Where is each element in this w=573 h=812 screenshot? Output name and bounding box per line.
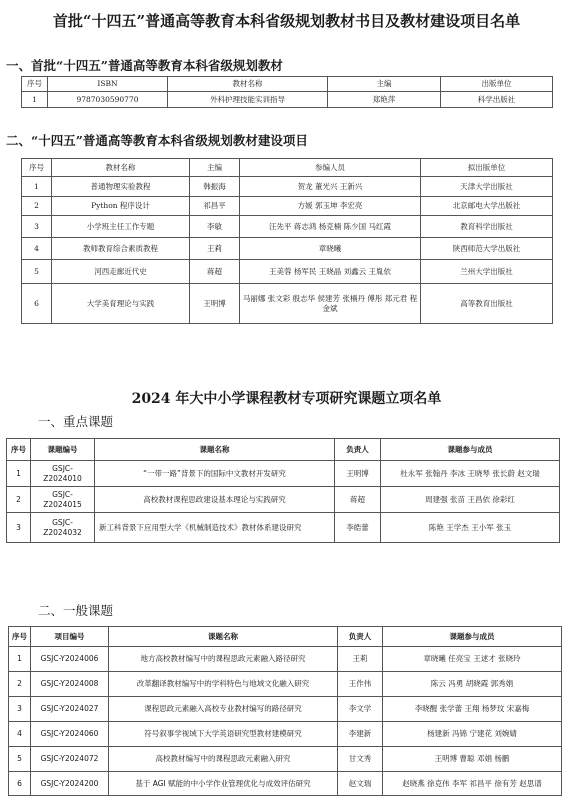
cell-leader: 李文学 bbox=[338, 697, 383, 722]
textbooks-table bbox=[21, 76, 553, 108]
cell-index: 3 bbox=[7, 513, 31, 543]
header-cell: 主编 bbox=[328, 77, 441, 92]
section-heading-projects: 二、“十四五”普通高等教育本科省级规划教材建设项目 bbox=[6, 133, 308, 148]
cell-index: 1 bbox=[9, 647, 31, 672]
header-cell: 教材名称 bbox=[168, 77, 328, 92]
cell-topic: 高校教材编写中的课程思政元素融入研究 bbox=[109, 747, 338, 772]
cell-topic: 新工科背景下应用型大学《机械制造技术》教材体系建设研究 bbox=[95, 513, 335, 543]
cell-topic: 基于 AGI 赋能的中小学作业管理优化与成效评估研究 bbox=[109, 772, 338, 796]
cell-title: 外科护理技能实训指导 bbox=[168, 92, 328, 108]
cell-index: 5 bbox=[9, 747, 31, 772]
table-row bbox=[7, 461, 560, 487]
cell-topic: 地方高校教材编写中的课程思政元素融入路径研究 bbox=[109, 647, 338, 672]
cell-editor: 王明博 bbox=[190, 284, 240, 324]
cell-leader: 李建新 bbox=[338, 722, 383, 747]
cell-title: 教师教育综合素质教程 bbox=[52, 238, 190, 260]
cell-code: GSJC-Z2024015 bbox=[31, 487, 95, 513]
cell-leader: 王作伟 bbox=[338, 672, 383, 697]
cell-index: 6 bbox=[22, 284, 52, 324]
cell-code: GSJC-Y2024060 bbox=[31, 722, 109, 747]
cell-topic: 课程思政元素融入高校专业教材编写的路径研究 bbox=[109, 697, 338, 722]
cell-code: GSJC-Y2024006 bbox=[31, 647, 109, 672]
cell-leader: 王莉 bbox=[338, 647, 383, 672]
cell-index: 4 bbox=[9, 722, 31, 747]
table-row bbox=[22, 177, 553, 197]
header-cell: 出版单位 bbox=[441, 77, 553, 92]
cell-publisher: 天津大学出版社 bbox=[421, 177, 553, 197]
table-header-row bbox=[22, 159, 553, 177]
cell-topic: 高校教材课程思政建设基本理论与实践研究 bbox=[95, 487, 335, 513]
cell-code: GSJC-Y2024072 bbox=[31, 747, 109, 772]
cell-editor: 李敏 bbox=[190, 216, 240, 238]
header-cell: 教材名称 bbox=[52, 159, 190, 177]
table-row bbox=[9, 747, 562, 772]
cell-members: 陈艳 王学杰 王小军 张玉 bbox=[381, 513, 560, 543]
cell-editor: 王莉 bbox=[190, 238, 240, 260]
header-cell: 课题参与成员 bbox=[381, 439, 560, 461]
cell-members: 王明博 曹聪 邓娟 杨鹏 bbox=[383, 747, 562, 772]
cell-members: 贺龙 董光兴 王新兴 bbox=[240, 177, 421, 197]
cell-index: 3 bbox=[9, 697, 31, 722]
header-cell: 课题编号 bbox=[31, 439, 95, 461]
table-row bbox=[9, 647, 562, 672]
header-cell: 序号 bbox=[7, 439, 31, 461]
cell-index: 5 bbox=[22, 260, 52, 284]
table-header-row bbox=[22, 77, 553, 92]
cell-leader: 李皓蕾 bbox=[335, 513, 381, 543]
cell-index: 3 bbox=[22, 216, 52, 238]
cell-title: 河西走廊近代史 bbox=[52, 260, 190, 284]
header-cell: 主编 bbox=[190, 159, 240, 177]
cell-code: GSJC-Y2024200 bbox=[31, 772, 109, 796]
cell-leader: 王明博 bbox=[335, 461, 381, 487]
cell-leader: 甘文秀 bbox=[338, 747, 383, 772]
cell-topic: 改革翻译教材编写中的学科特色与地域文化融入研究 bbox=[109, 672, 338, 697]
cell-index: 4 bbox=[22, 238, 52, 260]
cell-members: 周建强 张苗 王昌依 徐彩红 bbox=[381, 487, 560, 513]
header-cell: 负责人 bbox=[338, 627, 383, 647]
general-projects-table bbox=[8, 626, 562, 796]
cell-members: 赵晓燕 徐克伟 李军 祁昌平 徐有芳 赵思谱 bbox=[383, 772, 562, 796]
cell-members: 方媛 郭玉坤 李宏亮 bbox=[240, 197, 421, 216]
table-row bbox=[9, 722, 562, 747]
cell-title: Python 程序设计 bbox=[52, 197, 190, 216]
cell-index: 2 bbox=[7, 487, 31, 513]
key-projects-table bbox=[6, 438, 560, 543]
cell-editor: 蒋超 bbox=[190, 260, 240, 284]
cell-members: 杨建新 冯锦 宁建花 刘婉婧 bbox=[383, 722, 562, 747]
cell-topic: 符号叙事学视域下大学英语研究型教材建模研究 bbox=[109, 722, 338, 747]
cell-title: 大学美育理论与实践 bbox=[52, 284, 190, 324]
header-cell: 序号 bbox=[9, 627, 31, 647]
cell-members: 杜永军 张翰丹 李冰 王晓琴 张长蔚 赵文瑞 bbox=[381, 461, 560, 487]
section-heading-textbooks: 一、首批“十四五”普通高等教育本科省级规划教材 bbox=[6, 58, 283, 73]
table-row bbox=[7, 487, 560, 513]
table-row bbox=[22, 260, 553, 284]
cell-title: 普通物理实验教程 bbox=[52, 177, 190, 197]
cell-members: 李晓醒 张学蕾 王翔 杨梦玟 宋嘉梅 bbox=[383, 697, 562, 722]
header-cell: 序号 bbox=[22, 77, 48, 92]
cell-publisher: 教育科学出版社 bbox=[421, 216, 553, 238]
cell-code: GSJC-Y2024027 bbox=[31, 697, 109, 722]
table-row bbox=[22, 284, 553, 324]
document-title: 首批“十四五”普通高等教育本科省级规划教材书目及教材建设项目名单 bbox=[52, 12, 521, 30]
cell-members: 章晓曦 任亮宝 王逑才 张晓玲 bbox=[383, 647, 562, 672]
cell-code: GSJC-Z2024010 bbox=[31, 461, 95, 487]
cell-index: 2 bbox=[9, 672, 31, 697]
header-cell: 课题参与成员 bbox=[383, 627, 562, 647]
cell-members: 章晓曦 bbox=[240, 238, 421, 260]
cell-editor: 韩振海 bbox=[190, 177, 240, 197]
cell-isbn: 9787030590770 bbox=[48, 92, 168, 108]
cell-leader: 赵文瑞 bbox=[338, 772, 383, 796]
table-row bbox=[9, 772, 562, 796]
cell-publisher: 陕西师范大学出版社 bbox=[421, 238, 553, 260]
cell-editor: 郑艳萍 bbox=[328, 92, 441, 108]
cell-publisher: 北京邮电大学出版社 bbox=[421, 197, 553, 216]
header-cell: ISBN bbox=[48, 77, 168, 92]
table-row bbox=[22, 197, 553, 216]
cell-index: 1 bbox=[22, 92, 48, 108]
cell-members: 陈云 冯勇 胡晓霞 郭秀娟 bbox=[383, 672, 562, 697]
research-list-title: 2024 年大中小学课程教材专项研究课题立项名单 bbox=[131, 391, 442, 407]
cell-publisher: 兰州大学出版社 bbox=[421, 260, 553, 284]
header-cell: 参编人员 bbox=[240, 159, 421, 177]
header-cell: 拟出版单位 bbox=[421, 159, 553, 177]
table-row bbox=[22, 92, 553, 108]
cell-members: 汪先平 蒋志鸿 杨克楠 陈少国 马红霞 bbox=[240, 216, 421, 238]
cell-editor: 祁昌平 bbox=[190, 197, 240, 216]
header-cell: 负责人 bbox=[335, 439, 381, 461]
section-heading-key-projects: 一、重点课题 bbox=[38, 414, 114, 429]
section-heading-general-projects: 二、一般课题 bbox=[38, 603, 114, 618]
table-header-row bbox=[9, 627, 562, 647]
header-cell: 序号 bbox=[22, 159, 52, 177]
cell-code: GSJC-Z2024032 bbox=[31, 513, 95, 543]
table-row bbox=[22, 238, 553, 260]
cell-index: 1 bbox=[22, 177, 52, 197]
cell-code: GSJC-Y2024008 bbox=[31, 672, 109, 697]
cell-index: 6 bbox=[9, 772, 31, 796]
header-cell: 课题名称 bbox=[109, 627, 338, 647]
header-cell: 课题名称 bbox=[95, 439, 335, 461]
table-row bbox=[9, 697, 562, 722]
cell-index: 1 bbox=[7, 461, 31, 487]
table-header-row bbox=[7, 439, 560, 461]
table-row bbox=[7, 513, 560, 543]
table-row bbox=[22, 216, 553, 238]
cell-publisher: 高等教育出版社 bbox=[421, 284, 553, 324]
cell-publisher: 科学出版社 bbox=[441, 92, 553, 108]
cell-title: 小学班主任工作专题 bbox=[52, 216, 190, 238]
projects-table bbox=[21, 158, 553, 324]
cell-members: 王美蓉 杨军民 王晓晶 刘鑫云 王胤依 bbox=[240, 260, 421, 284]
header-cell: 项目编号 bbox=[31, 627, 109, 647]
table-row bbox=[9, 672, 562, 697]
cell-index: 2 bbox=[22, 197, 52, 216]
cell-leader: 蒋超 bbox=[335, 487, 381, 513]
cell-members: 马丽娜 张文彩 殷志华 侯建芳 张楠丹 傅彤 郑元君 程金斌 bbox=[240, 284, 421, 324]
cell-topic: “一带一路”背景下的国际中文教材开发研究 bbox=[95, 461, 335, 487]
